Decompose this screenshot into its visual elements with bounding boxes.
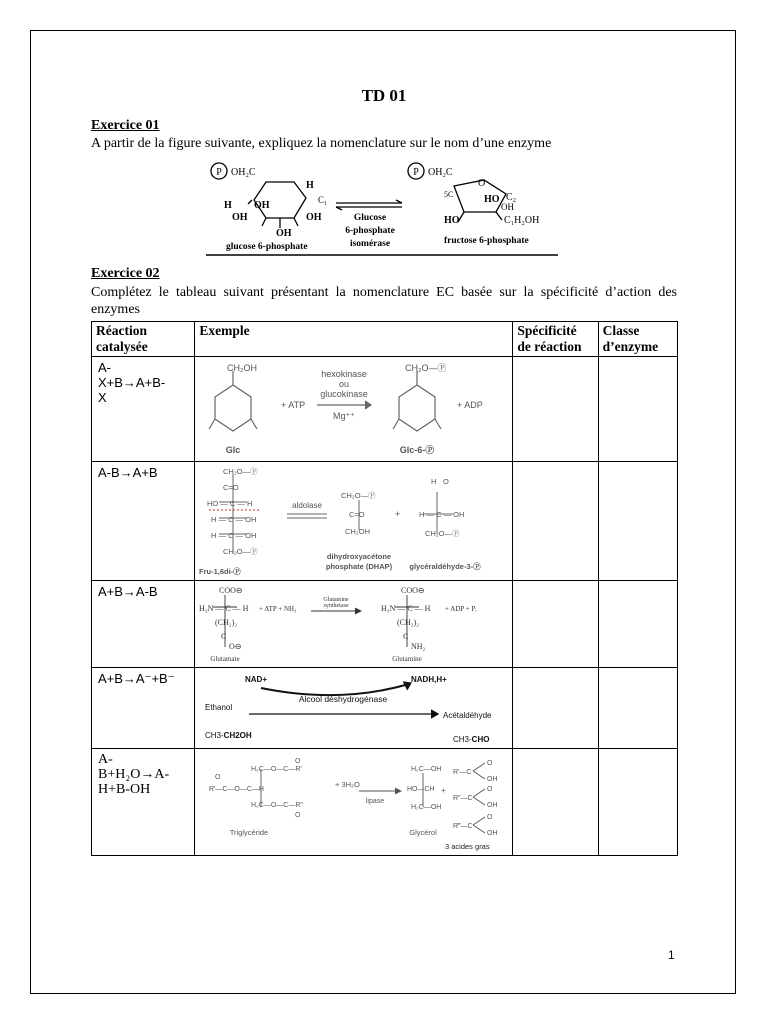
table-row xyxy=(92,668,678,749)
svg-text:P: P xyxy=(413,167,419,178)
svg-text:glucokinase: glucokinase xyxy=(320,389,369,399)
svg-text:HO: HO xyxy=(484,194,500,205)
reaction-cell: A- X+B→A+B- X xyxy=(92,357,195,462)
svg-text:dihydroxyacétone: dihydroxyacétone xyxy=(327,552,392,561)
svg-text:Fru-1,6di-Ⓟ: Fru-1,6di-Ⓟ xyxy=(199,567,242,576)
svg-text:OH: OH xyxy=(487,830,498,837)
svg-text:CH₂O—Ⓟ: CH₂O—Ⓟ xyxy=(341,491,376,500)
svg-text:O: O xyxy=(215,774,221,781)
table-row xyxy=(92,749,678,856)
svg-text:+ ATP + NH₃: + ATP + NH₃ xyxy=(259,605,297,613)
svg-text:COO⊖: COO⊖ xyxy=(401,586,425,595)
example-hexokinase xyxy=(195,357,513,462)
svg-text:C: C xyxy=(403,632,409,641)
svg-text:+ ADP + Pᵢ: + ADP + Pᵢ xyxy=(445,605,477,613)
svg-text:HO — C — H: HO — C — H xyxy=(207,499,253,508)
exercise-1-instruction: A partir de la figure suivante, expliquez la nomenclature sur le nom d’une enzyme xyxy=(91,136,552,151)
svg-text:CH3-CH2OH: CH3-CH2OH xyxy=(205,731,253,740)
class-cell-empty[interactable] xyxy=(598,668,677,749)
svg-text:Glc-6-Ⓟ: Glc-6-Ⓟ xyxy=(400,445,435,455)
exercise-1-heading: Exercice 01 xyxy=(91,118,160,133)
svg-text:C=O: C=O xyxy=(349,510,366,519)
svg-text:CH3-CHO: CH3-CHO xyxy=(453,735,490,744)
svg-text:H₃N — C — H: H₃N — C — H xyxy=(199,604,249,613)
svg-text:Triglycéride: Triglycéride xyxy=(230,828,269,837)
svg-text:P: P xyxy=(216,167,222,178)
svg-text:+ 3H₂O: + 3H₂O xyxy=(335,780,361,789)
reaction-cell: A- B+H₂O→A- H+B-OH xyxy=(92,749,195,856)
svg-text:Mg⁺⁺: Mg⁺⁺ xyxy=(333,411,356,421)
svg-text:NH₂: NH₂ xyxy=(411,642,426,651)
specificity-cell-empty[interactable] xyxy=(513,581,598,668)
svg-text:aldolase: aldolase xyxy=(292,501,323,510)
svg-text:+: + xyxy=(395,509,401,519)
svg-text:glycéraldéhyde-3-Ⓟ: glycéraldéhyde-3-Ⓟ xyxy=(409,562,482,571)
glucose-6-phosphate-label: glucose 6-phosphate xyxy=(226,242,308,252)
exercise-1-figure xyxy=(206,160,558,258)
svg-text:OH₂C: OH₂C xyxy=(428,167,453,178)
svg-text:Alcool déshydrogénase: Alcool déshydrogénase xyxy=(299,694,388,704)
exercise-2-heading: Exercice 02 xyxy=(91,266,160,281)
svg-text:H: H xyxy=(306,180,314,191)
svg-text:5C: 5C xyxy=(444,190,454,199)
enzyme-name-line3: isomérase xyxy=(349,239,391,249)
enzyme-name-line1: Glucose xyxy=(353,213,387,223)
example-aldolase xyxy=(195,462,513,581)
svg-text:NADH,H+: NADH,H+ xyxy=(411,675,448,684)
svg-text:hexokinase: hexokinase xyxy=(321,369,368,379)
svg-text:CH₂OH: CH₂OH xyxy=(345,527,371,536)
svg-text:+ ADP: + ADP xyxy=(457,400,484,410)
svg-text:CH₂O—Ⓟ: CH₂O—Ⓟ xyxy=(223,547,258,556)
svg-text:C₁H₂OH: C₁H₂OH xyxy=(504,215,540,226)
enzyme-name-line2: 6-phosphate xyxy=(345,226,395,236)
svg-text:OH₂C: OH₂C xyxy=(231,167,256,178)
svg-text:phosphate (DHAP): phosphate (DHAP) xyxy=(326,562,393,571)
svg-text:C=O: C=O xyxy=(223,483,240,492)
svg-text:H₂C—OH: H₂C—OH xyxy=(411,804,442,811)
svg-text:O: O xyxy=(487,814,493,821)
table-header-row xyxy=(92,322,678,357)
svg-text:Glycérol: Glycérol xyxy=(409,828,438,837)
specificity-cell-empty[interactable] xyxy=(513,462,598,581)
svg-text:OH: OH xyxy=(232,212,248,223)
example-lipase xyxy=(195,749,513,856)
svg-text:O: O xyxy=(295,758,301,765)
svg-text:synthetase: synthetase xyxy=(323,603,349,609)
svg-text:O: O xyxy=(295,812,301,819)
specificity-cell-empty[interactable] xyxy=(513,357,598,462)
svg-text:3 acides gras: 3 acides gras xyxy=(445,842,490,851)
svg-text:CH₂O—Ⓟ: CH₂O—Ⓟ xyxy=(405,363,447,373)
reaction-cell: A-B→A+B xyxy=(92,462,195,581)
svg-text:ou: ou xyxy=(339,379,350,389)
svg-text:O: O xyxy=(487,786,493,793)
svg-text:H: H xyxy=(224,200,232,211)
specificity-cell-empty[interactable] xyxy=(513,668,598,749)
ec-nomenclature-table xyxy=(91,321,678,856)
class-cell-empty[interactable] xyxy=(598,581,677,668)
svg-text:Glc: Glc xyxy=(226,445,241,455)
svg-text:CH₂OH: CH₂OH xyxy=(227,363,258,373)
example-glutamine-synthetase xyxy=(195,581,513,668)
page-title: TD 01 xyxy=(361,86,407,105)
header-example: Exemple xyxy=(195,322,513,357)
header-reaction: Réaction catalysée xyxy=(92,322,195,357)
svg-text:Glutamine: Glutamine xyxy=(323,597,350,603)
svg-text:OH: OH xyxy=(306,212,322,223)
class-cell-empty[interactable] xyxy=(598,357,677,462)
class-cell-empty[interactable] xyxy=(598,749,677,856)
table-row xyxy=(92,462,678,581)
svg-text:CH₂O—Ⓟ: CH₂O—Ⓟ xyxy=(425,529,460,538)
page-number: 1 xyxy=(668,948,675,962)
table-row xyxy=(92,581,678,668)
svg-text:Glutamine: Glutamine xyxy=(392,655,423,663)
reaction-cell: A+B→A⁻+B⁻ xyxy=(92,668,195,749)
svg-text:Ethanol: Ethanol xyxy=(205,703,233,712)
svg-text:R‴—C: R‴—C xyxy=(453,823,473,830)
svg-text:H — C — OH: H — C — OH xyxy=(211,515,257,524)
svg-text:O⊖: O⊖ xyxy=(229,642,242,651)
svg-text:R′—C—O—C—H: R′—C—O—C—H xyxy=(209,786,265,793)
svg-text:OH: OH xyxy=(487,802,498,809)
svg-text:H: H xyxy=(431,477,437,486)
svg-text:+ ATP: + ATP xyxy=(281,400,306,410)
svg-text:C₁: C₁ xyxy=(318,195,328,205)
fructose-6-phosphate-label: fructose 6-phosphate xyxy=(444,236,529,246)
svg-text:CH₂O—Ⓟ: CH₂O—Ⓟ xyxy=(223,467,258,476)
specificity-cell-empty[interactable] xyxy=(513,749,598,856)
svg-text:O: O xyxy=(478,178,486,189)
svg-text:H₂C—O—C—R″: H₂C—O—C—R″ xyxy=(251,802,304,809)
svg-text:Acétaldéhyde: Acétaldéhyde xyxy=(443,711,492,720)
exercise-2-instruction: Complétez le tableau suivant présentant la nomenclature EC basée sur la spécificité d’action des enzymes xyxy=(91,285,677,317)
class-cell-empty[interactable] xyxy=(598,462,677,581)
svg-text:Glutamate: Glutamate xyxy=(210,655,240,663)
svg-text:H₂C—O—C—R′: H₂C—O—C—R′ xyxy=(251,766,303,773)
example-alcohol-dehydrogenase xyxy=(195,668,513,749)
svg-text:COO⊖: COO⊖ xyxy=(219,586,243,595)
svg-text:H — C — OH: H — C — OH xyxy=(211,531,257,540)
svg-text:O: O xyxy=(443,477,450,486)
svg-text:H₂C—OH: H₂C—OH xyxy=(411,766,442,773)
svg-text:OH: OH xyxy=(254,200,270,211)
svg-text:OH: OH xyxy=(276,228,292,239)
table-row xyxy=(92,357,678,462)
svg-text:+: + xyxy=(441,786,447,795)
svg-text:C: C xyxy=(221,632,227,641)
svg-text:H₃N — C — H: H₃N — C — H xyxy=(381,604,431,613)
header-specificity: Spécificité de réaction xyxy=(513,322,598,357)
svg-text:HO—CH: HO—CH xyxy=(407,786,436,793)
svg-text:(CH₂)₂: (CH₂)₂ xyxy=(215,618,238,627)
svg-text:OH: OH xyxy=(501,202,514,212)
svg-text:H — C — OH: H — C — OH xyxy=(419,510,465,519)
svg-text:lipase: lipase xyxy=(366,798,385,805)
svg-text:C₂: C₂ xyxy=(506,192,517,203)
svg-text:R″—C: R″—C xyxy=(453,795,473,802)
svg-text:HO: HO xyxy=(444,215,460,226)
svg-text:R′—C: R′—C xyxy=(453,769,472,776)
svg-text:O: O xyxy=(487,760,493,767)
svg-text:NAD+: NAD+ xyxy=(245,675,268,684)
svg-text:OH: OH xyxy=(487,776,498,783)
header-enzyme-class: Classe d’enzyme xyxy=(598,322,677,357)
svg-text:(CH₂)₂: (CH₂)₂ xyxy=(397,618,420,627)
reaction-cell: A+B→A-B xyxy=(92,581,195,668)
